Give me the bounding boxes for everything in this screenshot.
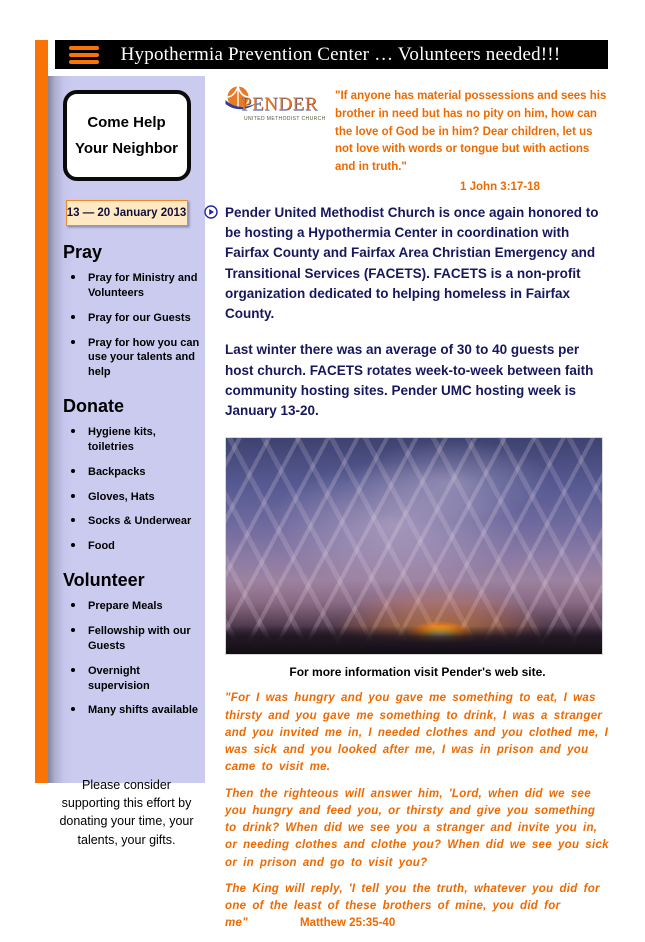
logo-and-verse-row — [225, 85, 610, 197]
bullet-dot — [71, 429, 75, 433]
intro-block — [225, 203, 610, 422]
list-item-label: Backpacks — [88, 465, 146, 478]
intro-paragraph-1: Pender United Methodist Church is once again honored to be hosting a Hypothermia Center in coordination with Fairfax County and Fairfax Area Christian Emergency and Transitional Services (FACETS). FACETS is a non-profit organization dedicated to helping homeless in Fairfax County. — [225, 204, 599, 322]
list-item — [71, 465, 201, 480]
pender-logo[interactable] — [225, 85, 325, 175]
sunset-photo — [225, 437, 603, 655]
hamburger-menu-icon[interactable] — [69, 46, 99, 64]
verse-bottom-paragraph-1: "For I was hungry and you gave me something to eat, I was thirsty and you gave me something to drink, I was a stranger and you invited me in, I needed clothes and you clothed me, I was sick and you looked after me, I was in prison and you came to visit me. — [225, 692, 609, 774]
list-item-label: Fellowship with our Guests — [88, 624, 191, 652]
list-item — [71, 311, 201, 326]
sidebar-footer-note: Please consider supporting this effort by donating your time, your talents, your gifts. — [59, 778, 194, 847]
verse-top-citation: 1 John 3:17-18 — [460, 181, 540, 194]
verse-top-text: "If anyone has material possessions and sees his brother in need but has no pity on him, how can the love of God be in him? Dear children, let us not love with words or tongue but with actions and in truth." — [335, 90, 607, 174]
bullet-dot — [71, 707, 75, 711]
header-bar — [55, 40, 608, 69]
bullet-dot — [71, 275, 75, 279]
page-title: Hypothermia Prevention Center … Volunteers needed!!! — [120, 43, 561, 65]
play-icon[interactable] — [204, 205, 218, 219]
sidebar — [48, 76, 205, 847]
bullet-dot — [71, 315, 75, 319]
list-item-label: Overnight supervision — [88, 664, 150, 692]
verse-top-block — [335, 88, 610, 197]
list-item-label: Food — [88, 540, 115, 553]
list-item-label: Pray for how you can use your talents and help — [88, 336, 200, 379]
bullet-dot — [71, 628, 75, 632]
list-item-label: Hygiene kits, toiletries — [88, 426, 156, 453]
verse-bottom-text: The King will reply, 'I tell you the truth, whatever you did for one of the least of these brothers of mine, you did for me" — [225, 882, 600, 930]
bullet-dot — [71, 518, 75, 522]
left-accent-strip — [35, 40, 48, 783]
bullet-dot — [71, 469, 75, 473]
list-item-label: Pray for our Guests — [88, 311, 191, 324]
list-item — [71, 599, 201, 614]
bullet-dot — [71, 668, 75, 672]
list-item — [71, 514, 201, 529]
sidebar-heading-pray: Pray — [63, 242, 103, 262]
verse-bottom-citation: Matthew 25:35-40 — [299, 917, 396, 930]
list-item-label: Pray for Ministry and Volunteers — [88, 272, 198, 299]
list-item-label: Socks & Underwear — [88, 515, 192, 528]
list-item — [71, 271, 201, 301]
intro-paragraph-2: Last winter there was an average of 30 to 40 guests per host church. FACETS rotates week-to-week between faith community hosting sites. Pender UMC hosting week is January 13-20. — [225, 342, 594, 419]
list-item — [71, 539, 201, 554]
main-content — [225, 85, 610, 942]
bullet-dot — [71, 543, 75, 547]
list-item-label: Prepare Meals — [88, 600, 163, 613]
bullet-dot — [71, 603, 75, 607]
list-item — [71, 624, 201, 654]
logo-wordmark: PENDER — [241, 94, 318, 115]
list-item — [71, 425, 201, 455]
list-item — [71, 664, 201, 694]
list-item-label: Gloves, Hats — [88, 490, 155, 503]
verse-bottom-paragraph-2: Then the righteous will answer him, 'Lord, when did we see you hungry and feed you, or thirsty and give you something to drink? When did we see you a stranger and invite you in, or needing clothes and clothe you? When did we see you sick or in prison and go to visit you? — [225, 787, 609, 869]
verse-bottom-paragraph-3 — [225, 881, 610, 933]
list-item — [71, 703, 201, 718]
verse-bottom-block — [225, 690, 610, 932]
list-item-label: Many shifts available — [88, 704, 199, 717]
photo-caption: For more information visit Pender's web site. — [289, 665, 546, 680]
bullet-dot — [71, 340, 75, 344]
come-help-banner: Come Help Your Neighbor — [63, 90, 191, 181]
bullet-dot — [71, 494, 75, 498]
sidebar-heading-donate: Donate — [63, 396, 125, 417]
sidebar-heading-volunteer: Volunteer — [63, 570, 145, 591]
list-item — [71, 490, 201, 505]
date-range-badge: 13 — 20 January 2013 — [66, 200, 188, 226]
list-item — [71, 336, 201, 381]
logo-subtitle: UNITED METHODIST CHURCH — [244, 116, 326, 122]
